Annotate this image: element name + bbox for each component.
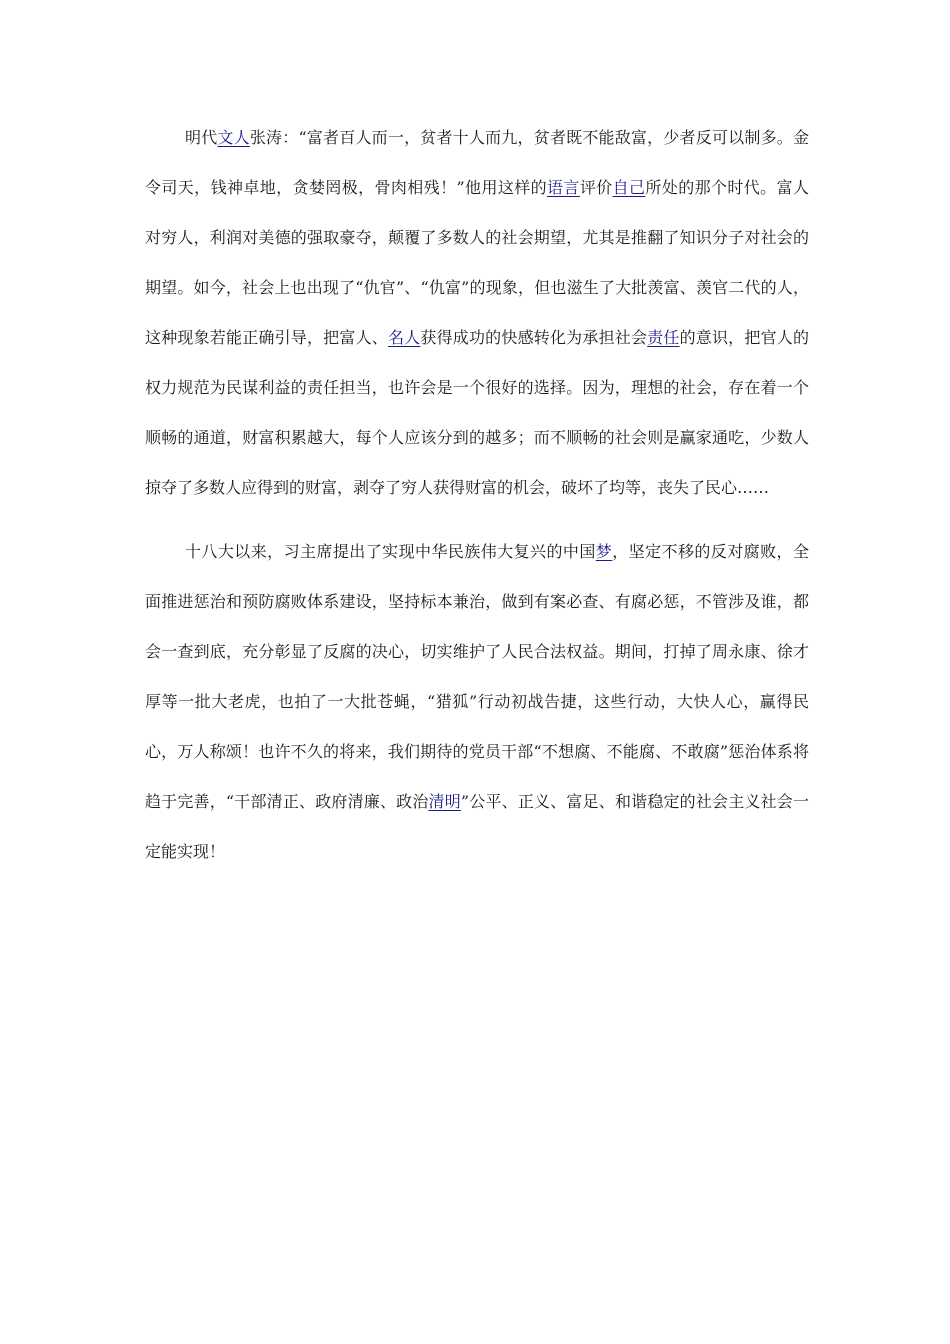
text-segment: ，坚定不移的反对腐败，全面推进惩治和预防腐败体系建设，坚持标本兼治，做到有案必查、有腐必惩，不管涉及谁，都会一查到底，充分彰显了反腐的决心，切实维护了人民合法权益。期间，打掉了周永康、徐才厚等一批大老虎，也拍了一大批苍蝇，“猎狐”行动初战告捷，这些行动，大快人心，赢得民心，万人称颂！也许不久的将来，我们期待的党员干部“不想腐、不能腐、不敢腐”惩治体系将趋于完善，“干部清正、政府清廉、政治 xyxy=(145,542,809,811)
link-qingming[interactable]: 清明 xyxy=(428,792,461,811)
text-segment: 所处的那个时代。富人对穷人，利润对美德的强取豪夺，颠覆了多数人的社会期望，尤其是推翻了知识分子对社会的期望。如今，社会上也出现了“仇官”、“仇富”的现象，但也滋生了大批羡富、羡官二代的人，这种现象若能正确引导，把富人、 xyxy=(145,178,809,347)
text-segment: ”公平、正义、富足、和谐稳定的社会主义社会一定能实现！ xyxy=(145,792,809,861)
text-segment: 评价 xyxy=(579,178,613,197)
document-body xyxy=(145,113,809,877)
paragraph-ming-dynasty-quote xyxy=(145,113,809,513)
link-wenren[interactable]: 文人 xyxy=(217,128,250,147)
link-mingren[interactable]: 名人 xyxy=(387,328,421,347)
text-segment: 获得成功的快感转化为承担社会 xyxy=(420,328,648,347)
link-meng[interactable]: 梦 xyxy=(595,542,613,561)
text-segment: 十八大以来，习主席提出了实现中华民族伟大复兴的中国 xyxy=(185,542,596,561)
link-yuyan[interactable]: 语言 xyxy=(547,178,580,197)
link-ziji[interactable]: 自己 xyxy=(612,178,646,197)
text-segment: 张涛：“富者百人而一，贫者十人而九，贫者既不能敌富，少者反可以制多。金令司天，钱神卓地，贪婪罔极，骨肉相残！”他用这样的 xyxy=(145,128,809,197)
text-segment: 的意识，把官人的权力规范为民谋利益的责任担当，也许会是一个很好的选择。因为，理想的社会，存在着一个顺畅的通道，财富积累越大，每个人应该分到的越多；而不顺畅的社会则是赢家通吃，少数人掠夺了多数人应得到的财富，剥夺了穷人获得财富的机会，破坏了均等，丧失了民心…… xyxy=(145,328,809,497)
link-zeren[interactable]: 责任 xyxy=(647,328,680,347)
paragraph-anti-corruption xyxy=(145,527,809,877)
text-segment: 明代 xyxy=(185,128,218,147)
